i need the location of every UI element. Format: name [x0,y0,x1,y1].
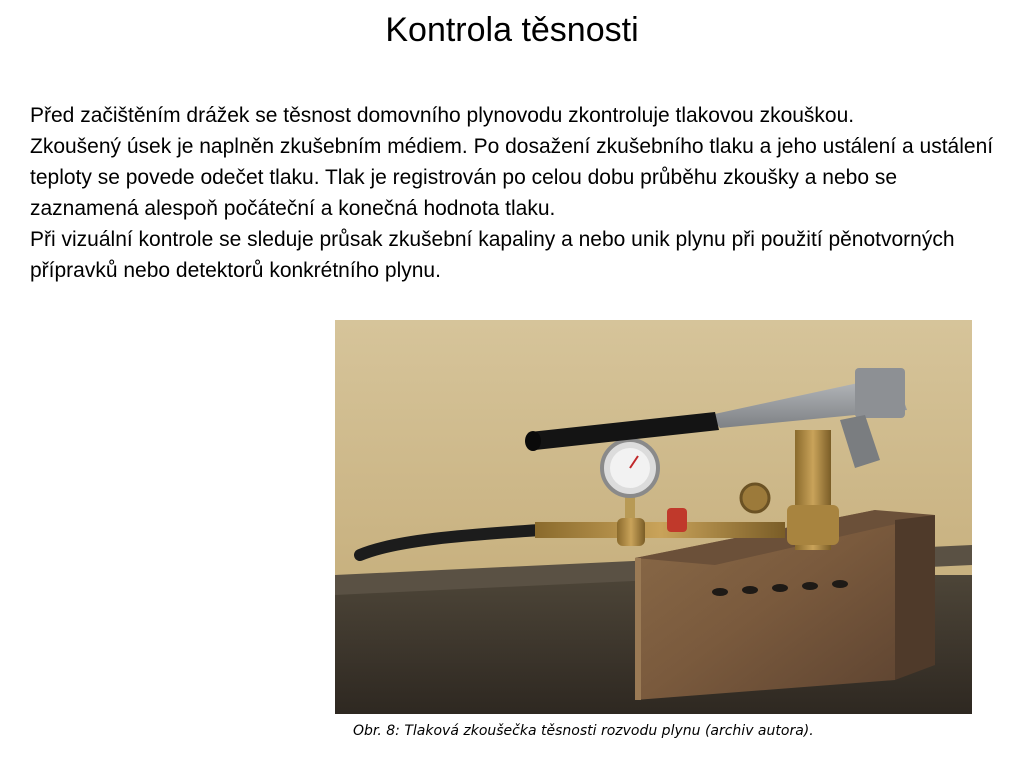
slide-title: Kontrola těsnosti [385,11,639,49]
body-text [30,100,1005,286]
paragraph-procedure: Zkoušený úsek je naplněn zkušebním médiem. Po dosažení zkušebního tlaku a jeho ustálení a ustálení teploty se povede odečet tlaku. Tlak je registrován po celou dobu průběhu zkoušky a nebo se zaznamená alespoň počáteční a konečná hodnota tlaku. [30,135,994,220]
paragraph-intro: Před začištěním drážek se těsnost domovního plynovodu zkontroluje tlakovou zkouškou. [30,104,855,127]
figure-caption: Obr. 8: Tlaková zkoušečka těsnosti rozvodu plynu (archiv autora). [353,723,814,739]
paragraph-visual-check: Při vizuální kontrole se sleduje průsak zkušební kapaliny a nebo unik plynu při použití pěnotvorných přípravků nebo detektorů konkrétního plynu. [30,228,955,282]
pressure-tester-photo [335,320,972,714]
